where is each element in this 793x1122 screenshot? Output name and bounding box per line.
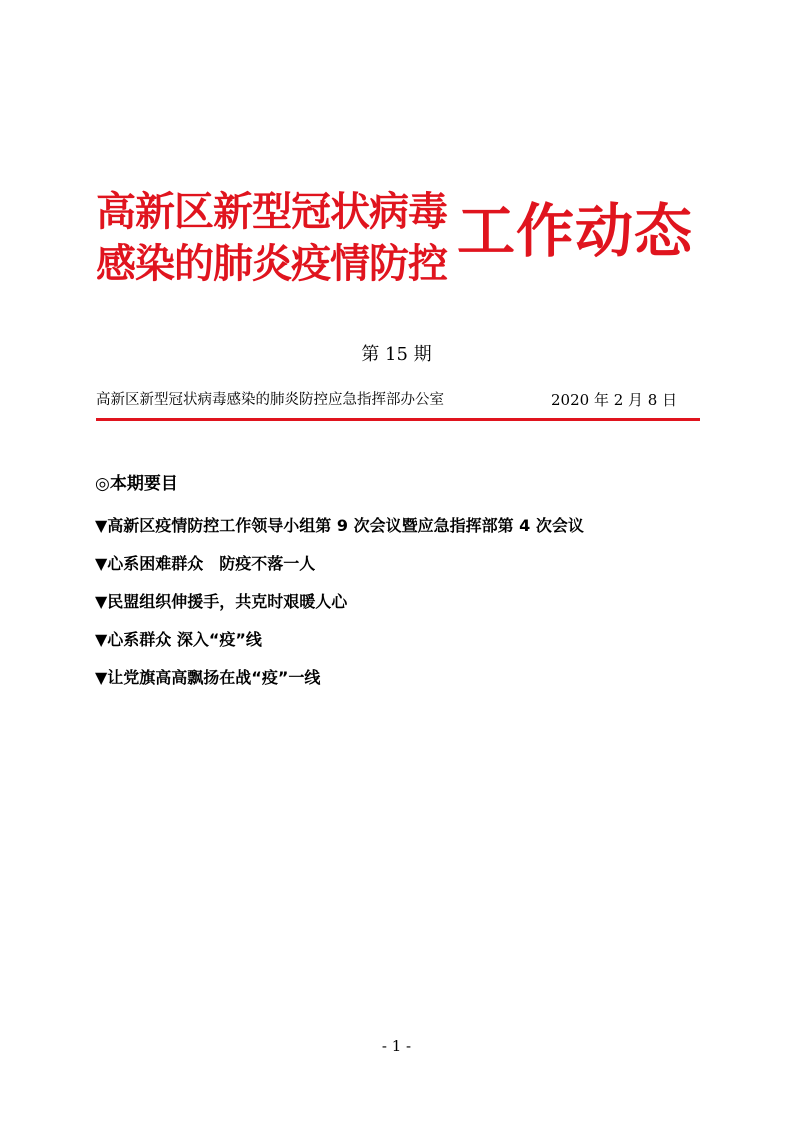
issuer-office: 高新区新型冠状病毒感染的肺炎防控应急指挥部办公室 [96, 392, 444, 408]
toc-heading: ◎本期要目 [95, 474, 178, 494]
issue-date: 2020 年 2 月 8 日 [551, 391, 678, 409]
masthead-line-1: 高新区新型冠状病毒 [96, 188, 447, 235]
toc-item: ▼心系困难群众 防疫不落一人 [95, 554, 316, 573]
masthead-left-title [96, 186, 456, 290]
toc-item: ▼心系群众 深入“疫”线 [95, 630, 262, 649]
toc-item: ▼让党旗高高飘扬在战“疫”一线 [95, 668, 321, 687]
page-number: - 1 - [381, 1037, 412, 1055]
toc-item: ▼高新区疫情防控工作领导小组第 9 次会议暨应急指挥部第 4 次会议 [95, 516, 584, 535]
red-divider-line [96, 418, 700, 421]
toc-item: ▼民盟组织伸援手，共克时艰暖人心 [95, 592, 348, 611]
masthead-line-2: 感染的肺炎疫情防控 [96, 240, 447, 287]
toc-list [95, 514, 584, 704]
masthead-work-dynamics-title: 工作动态 [457, 197, 694, 265]
issue-number: 第 15 期 [361, 344, 432, 365]
